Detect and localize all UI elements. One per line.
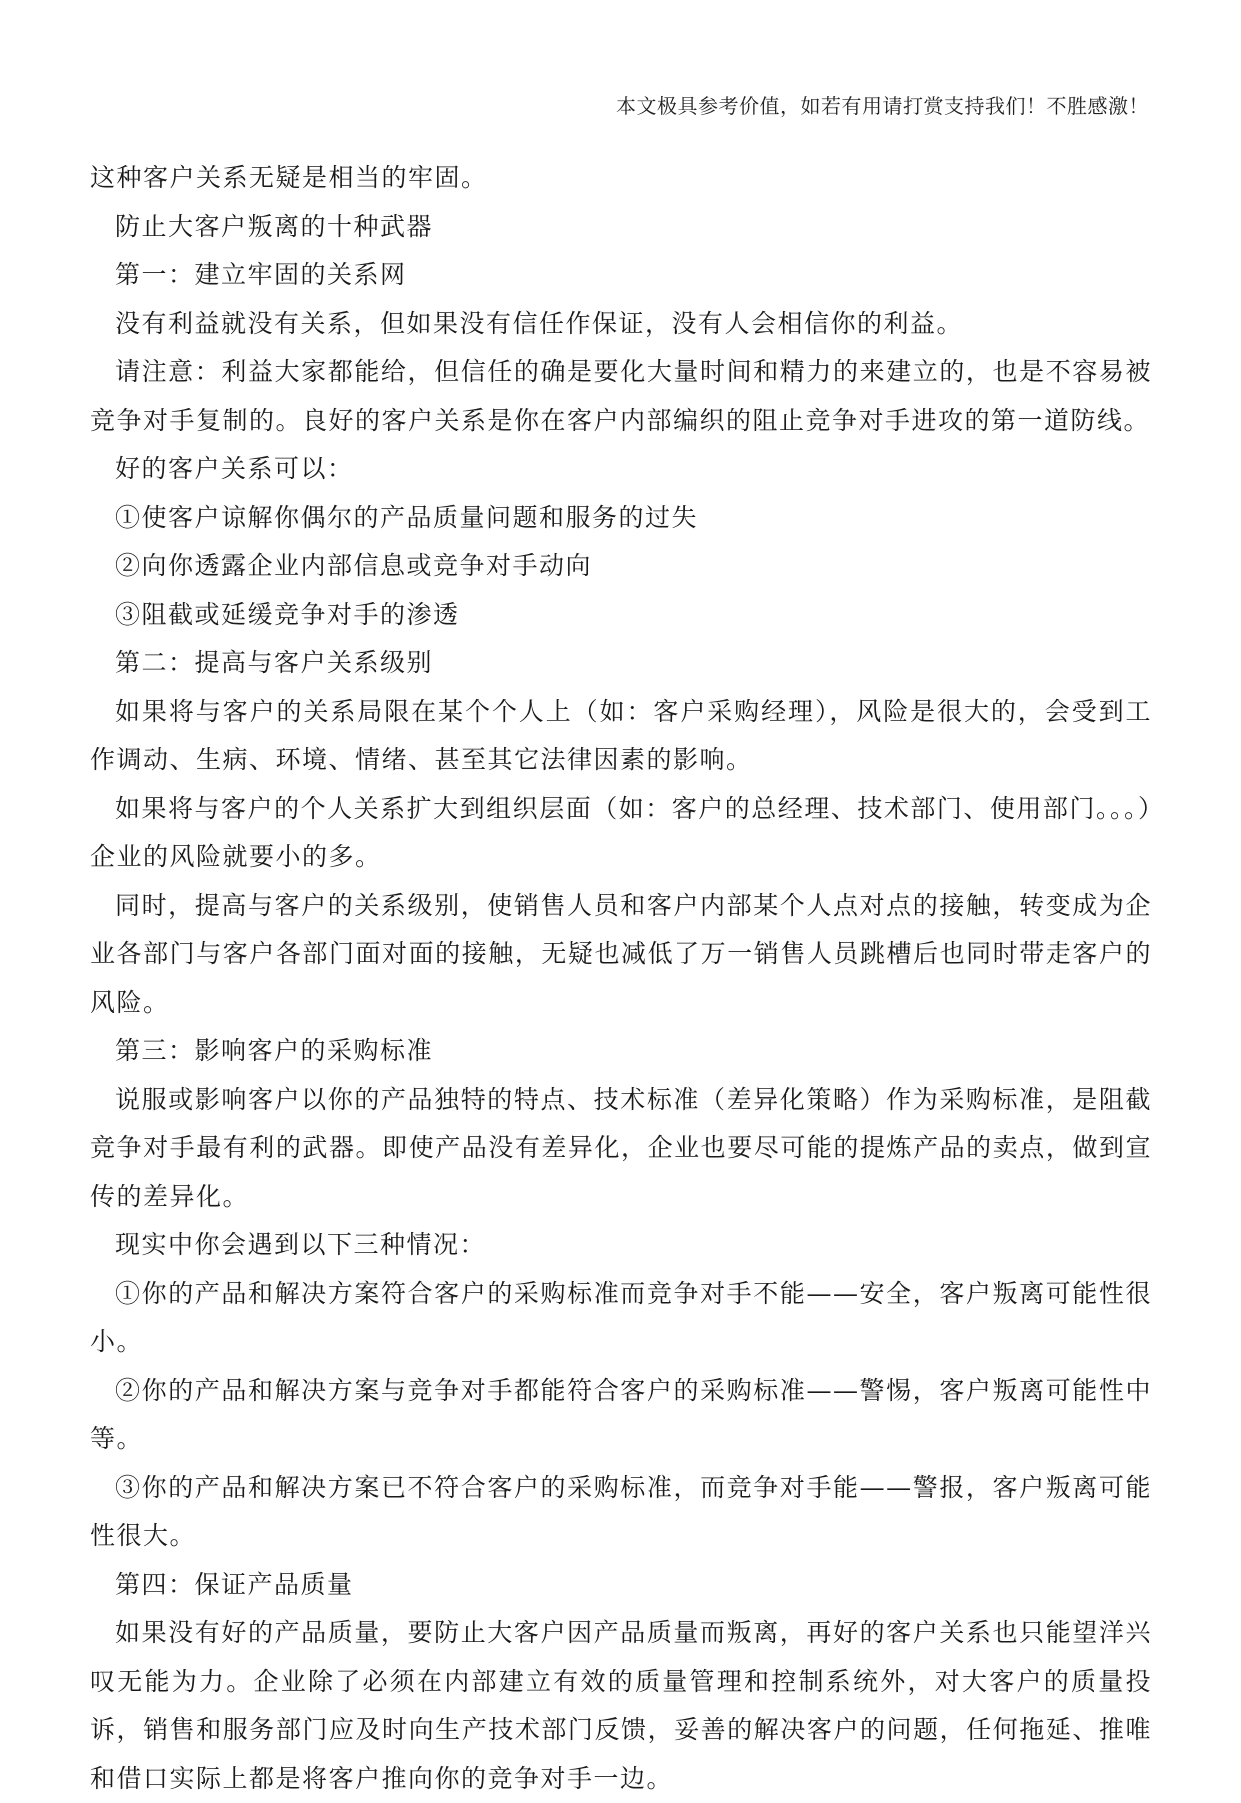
list-item: ②向你透露企业内部信息或竞争对手动向: [115, 551, 593, 580]
section-heading: 防止大客户叛离的十种武器: [115, 211, 434, 241]
section-heading: 第四：保证产品质量: [115, 1569, 354, 1599]
paragraph: 现实中你会遇到以下三种情况：: [115, 1230, 487, 1259]
paragraph: 好的客户关系可以：: [115, 454, 354, 483]
section-heading: 第三：影响客户的采购标准: [115, 1036, 434, 1065]
paragraph: 请注意：利益大家都能给，但信任的确是要化大量时间和精力的来建立的，也是不容易被竞争对手复制的。良好的客户关系是你在客户内部编织的阻止竞争对手进攻的第一道防线。: [90, 357, 1152, 435]
paragraph: 如果将与客户的个人关系扩大到组织层面（如：客户的总经理、技术部门、使用部门。。。）企业的风险就要小的多。: [90, 793, 1152, 871]
document-body: [90, 154, 1152, 1803]
list-item: ①使客户谅解你偶尔的产品质量问题和服务的过失: [115, 502, 699, 532]
list-item: ①你的产品和解决方案符合客户的采购标准而竞争对手不能——安全，客户叛离可能性很小。: [90, 1278, 1152, 1356]
section-heading: 第一：建立牢固的关系网: [115, 260, 407, 289]
paragraph: 同时，提高与客户的关系级别，使销售人员和客户内部某个人点对点的接触，转变成为企业各部门与客户各部门面对面的接触，无疑也减低了万一销售人员跳槽后也同时带走客户的风险。: [90, 890, 1152, 1017]
header-note: 本文极具参考价值，如若有用请打赏支持我们！不胜感激！: [616, 94, 1149, 118]
paragraph: 如果没有好的产品质量，要防止大客户因产品质量而叛离，再好的客户关系也只能望洋兴叹无能为力。企业除了必须在内部建立有效的质量管理和控制系统外，对大客户的质量投诉，销售和服务部门应及时向生产技术部门反馈，妥善的解决客户的问题，任何拖延、推唯和借口实际上都是将客户推向你的竞争对手一边。: [90, 1618, 1152, 1793]
paragraph: 说服或影响客户以你的产品独特的特点、技术标准（差异化策略）作为采购标准，是阻截竞争对手最有利的武器。即使产品没有差异化，企业也要尽可能的提炼产品的卖点，做到宣传的差异化。: [90, 1084, 1152, 1211]
paragraph: 如果将与客户的关系局限在某个个人上（如：客户采购经理），风险是很大的，会受到工作调动、生病、环境、情绪、甚至其它法律因素的影响。: [90, 696, 1152, 774]
list-item: ②你的产品和解决方案与竞争对手都能符合客户的采购标准——警惕，客户叛离可能性中等。: [90, 1375, 1152, 1453]
list-item: ③你的产品和解决方案已不符合客户的采购标准，而竞争对手能——警报，客户叛离可能性很大。: [90, 1472, 1152, 1550]
paragraph: 没有利益就没有关系，但如果没有信任作保证，没有人会相信你的利益。: [115, 308, 964, 338]
section-heading: 第二：提高与客户关系级别: [115, 648, 434, 677]
list-item: ③阻截或延缓竞争对手的渗透: [115, 599, 460, 629]
paragraph: 这种客户关系无疑是相当的牢固。: [90, 163, 488, 192]
